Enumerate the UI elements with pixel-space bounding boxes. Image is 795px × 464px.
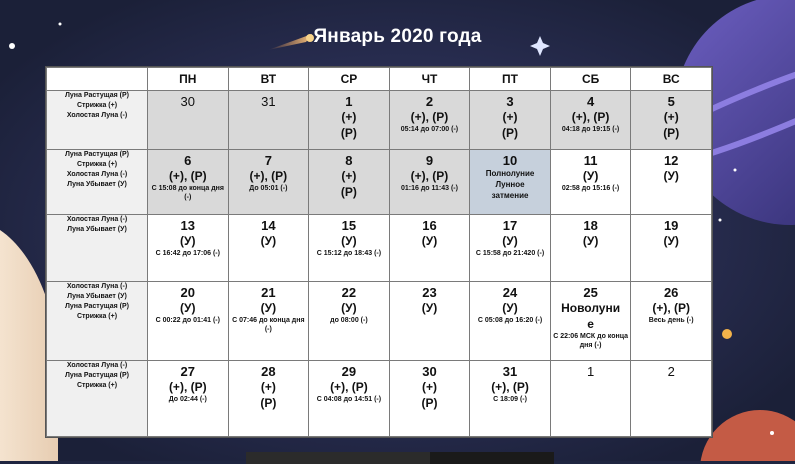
legend-line: Луна Растущая (Р) (65, 372, 129, 379)
weekday-header: ПТ (470, 68, 551, 91)
legend-line: Холостая Луна (-) (66, 283, 128, 290)
day-cell (550, 150, 631, 215)
day-status: (+) (341, 110, 357, 124)
day-cell (309, 215, 390, 282)
day-cell (228, 282, 309, 361)
day-number: 8 (345, 153, 353, 168)
day-note: С 07:46 до конца дня (-) (232, 317, 305, 333)
day-status: (Р) (260, 396, 277, 410)
day-note: 02:58 до 15:16 (-) (561, 185, 620, 192)
day-cell (148, 215, 229, 282)
day-number: 6 (184, 153, 192, 168)
day-cell (148, 282, 229, 361)
day-number: 28 (261, 364, 276, 379)
page-title: Январь 2020 года (313, 26, 482, 47)
day-number: 1 (586, 364, 595, 379)
day-cell (148, 91, 229, 150)
day-status: (У) (341, 301, 357, 315)
day-number: 22 (341, 285, 357, 300)
day-status: (+), (Р) (168, 169, 207, 183)
weekday-header: СБ (550, 68, 631, 91)
day-cell (309, 91, 390, 150)
legend-line: Стрижка (+) (76, 161, 118, 168)
weekday-header-row (47, 68, 712, 91)
day-status: (Р) (421, 396, 438, 410)
day-note: С 15:12 до 18:43 (-) (316, 250, 382, 257)
day-cell (389, 215, 470, 282)
day-status: (+), (Р) (491, 380, 529, 394)
day-cell (470, 150, 551, 215)
day-status: (У) (582, 169, 599, 183)
weekday-header: ВС (631, 68, 712, 91)
day-number: 30 (422, 364, 437, 379)
week-legend (47, 215, 148, 282)
day-cell (550, 215, 631, 282)
day-note: С 15:08 до конца дня (-) (151, 185, 224, 201)
day-status: (+), (Р) (168, 380, 207, 394)
day-cell (228, 361, 309, 437)
day-number: 30 (180, 94, 196, 109)
day-status: (+), (Р) (652, 301, 691, 315)
day-number: 31 (261, 94, 276, 109)
day-cell (389, 150, 470, 215)
day-cell (470, 282, 551, 361)
legend-line: Луна Растущая (Р) (65, 303, 129, 310)
legend-line: Холостая Луна (-) (66, 171, 128, 178)
day-event: Полнолуние (485, 169, 535, 178)
day-status: (Р) (663, 126, 680, 140)
day-number: 26 (663, 285, 679, 300)
day-number: 13 (180, 218, 196, 233)
day-number: 9 (425, 153, 434, 168)
week-row (47, 91, 712, 150)
week-legend (47, 150, 148, 215)
day-cell (550, 282, 631, 361)
day-cell (550, 361, 631, 437)
day-cell (631, 361, 712, 437)
day-number: 1 (345, 94, 353, 109)
legend-line: Луна Растущая (Р) (65, 151, 129, 158)
calendar-body (47, 91, 712, 437)
day-status: (+), (Р) (249, 169, 288, 183)
legend-line: Холостая Луна (-) (66, 112, 128, 119)
day-note: С 22:06 МСК до конца дня (-) (553, 333, 628, 349)
day-cell (309, 150, 390, 215)
day-note: С 16:42 до 17:06 (-) (155, 250, 220, 257)
day-status: (У) (180, 234, 196, 248)
day-number: 11 (583, 153, 598, 168)
day-status: (У) (582, 234, 599, 248)
legend-line: Луна Растущая (Р) (65, 92, 129, 99)
day-note: С 00:22 до 01:41 (-) (155, 317, 220, 324)
bottom-bar-dark (430, 452, 554, 464)
day-number: 20 (180, 285, 196, 300)
week-row (47, 215, 712, 282)
day-cell (550, 91, 631, 150)
week-legend (47, 282, 148, 361)
day-cell (470, 215, 551, 282)
day-cell (389, 282, 470, 361)
day-number: 10 (502, 153, 518, 168)
day-number: 2 (667, 364, 675, 379)
day-cell (228, 91, 309, 150)
day-number: 4 (586, 94, 595, 109)
legend-line: Холостая Луна (-) (66, 362, 128, 369)
day-cell (309, 282, 390, 361)
day-cell (470, 91, 551, 150)
weekday-header: ВТ (228, 68, 309, 91)
day-status: (+), (Р) (410, 169, 449, 183)
day-note: 04:18 до 19:15 (-) (561, 126, 620, 133)
day-number: 3 (506, 94, 514, 109)
legend-line: Холостая Луна (-) (66, 216, 128, 223)
day-status: (+) (341, 169, 357, 183)
day-status: (+), (Р) (571, 110, 610, 124)
day-cell (148, 150, 229, 215)
legend-line: Луна Убывает (У) (67, 181, 127, 188)
legend-line: Стрижка (+) (76, 382, 118, 389)
day-status: (Р) (340, 185, 357, 199)
day-number: 31 (502, 364, 518, 379)
day-cell (470, 361, 551, 437)
header-corner (47, 68, 148, 91)
day-note: до 08:00 (-) (330, 317, 368, 324)
weekday-header: СР (309, 68, 390, 91)
day-note: С 05:08 до 16:20 (-) (477, 317, 543, 324)
day-cell (389, 91, 470, 150)
day-number: 25 (583, 285, 598, 300)
day-cell (631, 150, 712, 215)
day-status: (+) (663, 110, 679, 124)
legend-line: Луна Убывает (У) (67, 293, 127, 300)
week-row (47, 282, 712, 361)
day-number: 23 (422, 285, 437, 300)
day-cell (631, 282, 712, 361)
day-number: 15 (341, 218, 357, 233)
day-note: 01:16 до 11:43 (-) (400, 185, 458, 192)
week-row (47, 361, 712, 437)
day-status: (У) (663, 234, 679, 248)
day-note: С 04:08 до 14:51 (-) (316, 396, 382, 403)
day-status: (Р) (502, 126, 519, 140)
legend-line: Стрижка (+) (76, 102, 118, 109)
day-number: 18 (583, 218, 598, 233)
day-status: е (587, 317, 594, 331)
day-cell (228, 215, 309, 282)
day-note: 05:14 до 07:00 (-) (400, 126, 459, 133)
day-cell (228, 150, 309, 215)
day-number: 16 (422, 218, 437, 233)
day-status: (У) (421, 301, 438, 315)
day-number: 7 (264, 153, 272, 168)
day-number: 27 (180, 364, 196, 379)
day-note: До 02:44 (-) (168, 396, 207, 403)
day-note: С 15:58 до 21:420 (-) (475, 250, 545, 257)
day-number: 5 (667, 94, 675, 109)
legend-line: Стрижка (+) (76, 313, 118, 320)
day-status: (У) (260, 301, 277, 315)
day-note: С 18:09 (-) (493, 396, 527, 403)
day-status: (У) (341, 234, 357, 248)
day-status: (+), (Р) (330, 380, 368, 394)
day-number: 19 (663, 218, 679, 233)
week-row (47, 150, 712, 215)
day-status: (+) (421, 380, 437, 394)
day-cell (148, 361, 229, 437)
day-number: 12 (663, 153, 679, 168)
day-status: (У) (502, 301, 518, 315)
day-note: Весь день (-) (648, 317, 694, 324)
day-number: 2 (425, 94, 434, 109)
day-number: 21 (261, 285, 276, 300)
day-event: Лунное (495, 180, 525, 189)
day-cell (309, 361, 390, 437)
week-legend (47, 91, 148, 150)
legend-line: Луна Убывает (У) (67, 226, 127, 233)
day-status: (Р) (340, 126, 357, 140)
day-status: (У) (260, 234, 277, 248)
day-note: До 05:01 (-) (249, 185, 288, 192)
day-status: (У) (180, 301, 196, 315)
week-legend (47, 361, 148, 437)
day-cell (631, 91, 712, 150)
day-number: 14 (261, 218, 276, 233)
day-cell (389, 361, 470, 437)
day-event: затмение (491, 191, 529, 200)
day-number: 29 (341, 364, 357, 379)
day-cell (631, 215, 712, 282)
day-status: (+) (502, 110, 518, 124)
day-status: Новолуни (561, 301, 621, 315)
day-status: (У) (502, 234, 518, 248)
weekday-header: ЧТ (389, 68, 470, 91)
moon-calendar-table (46, 67, 712, 437)
day-number: 24 (502, 285, 518, 300)
weekday-header: ПН (148, 68, 229, 91)
day-status: (У) (421, 234, 438, 248)
day-status: (+), (Р) (410, 110, 449, 124)
day-status: (У) (663, 169, 679, 183)
day-status: (+) (260, 380, 276, 394)
day-number: 17 (502, 218, 518, 233)
